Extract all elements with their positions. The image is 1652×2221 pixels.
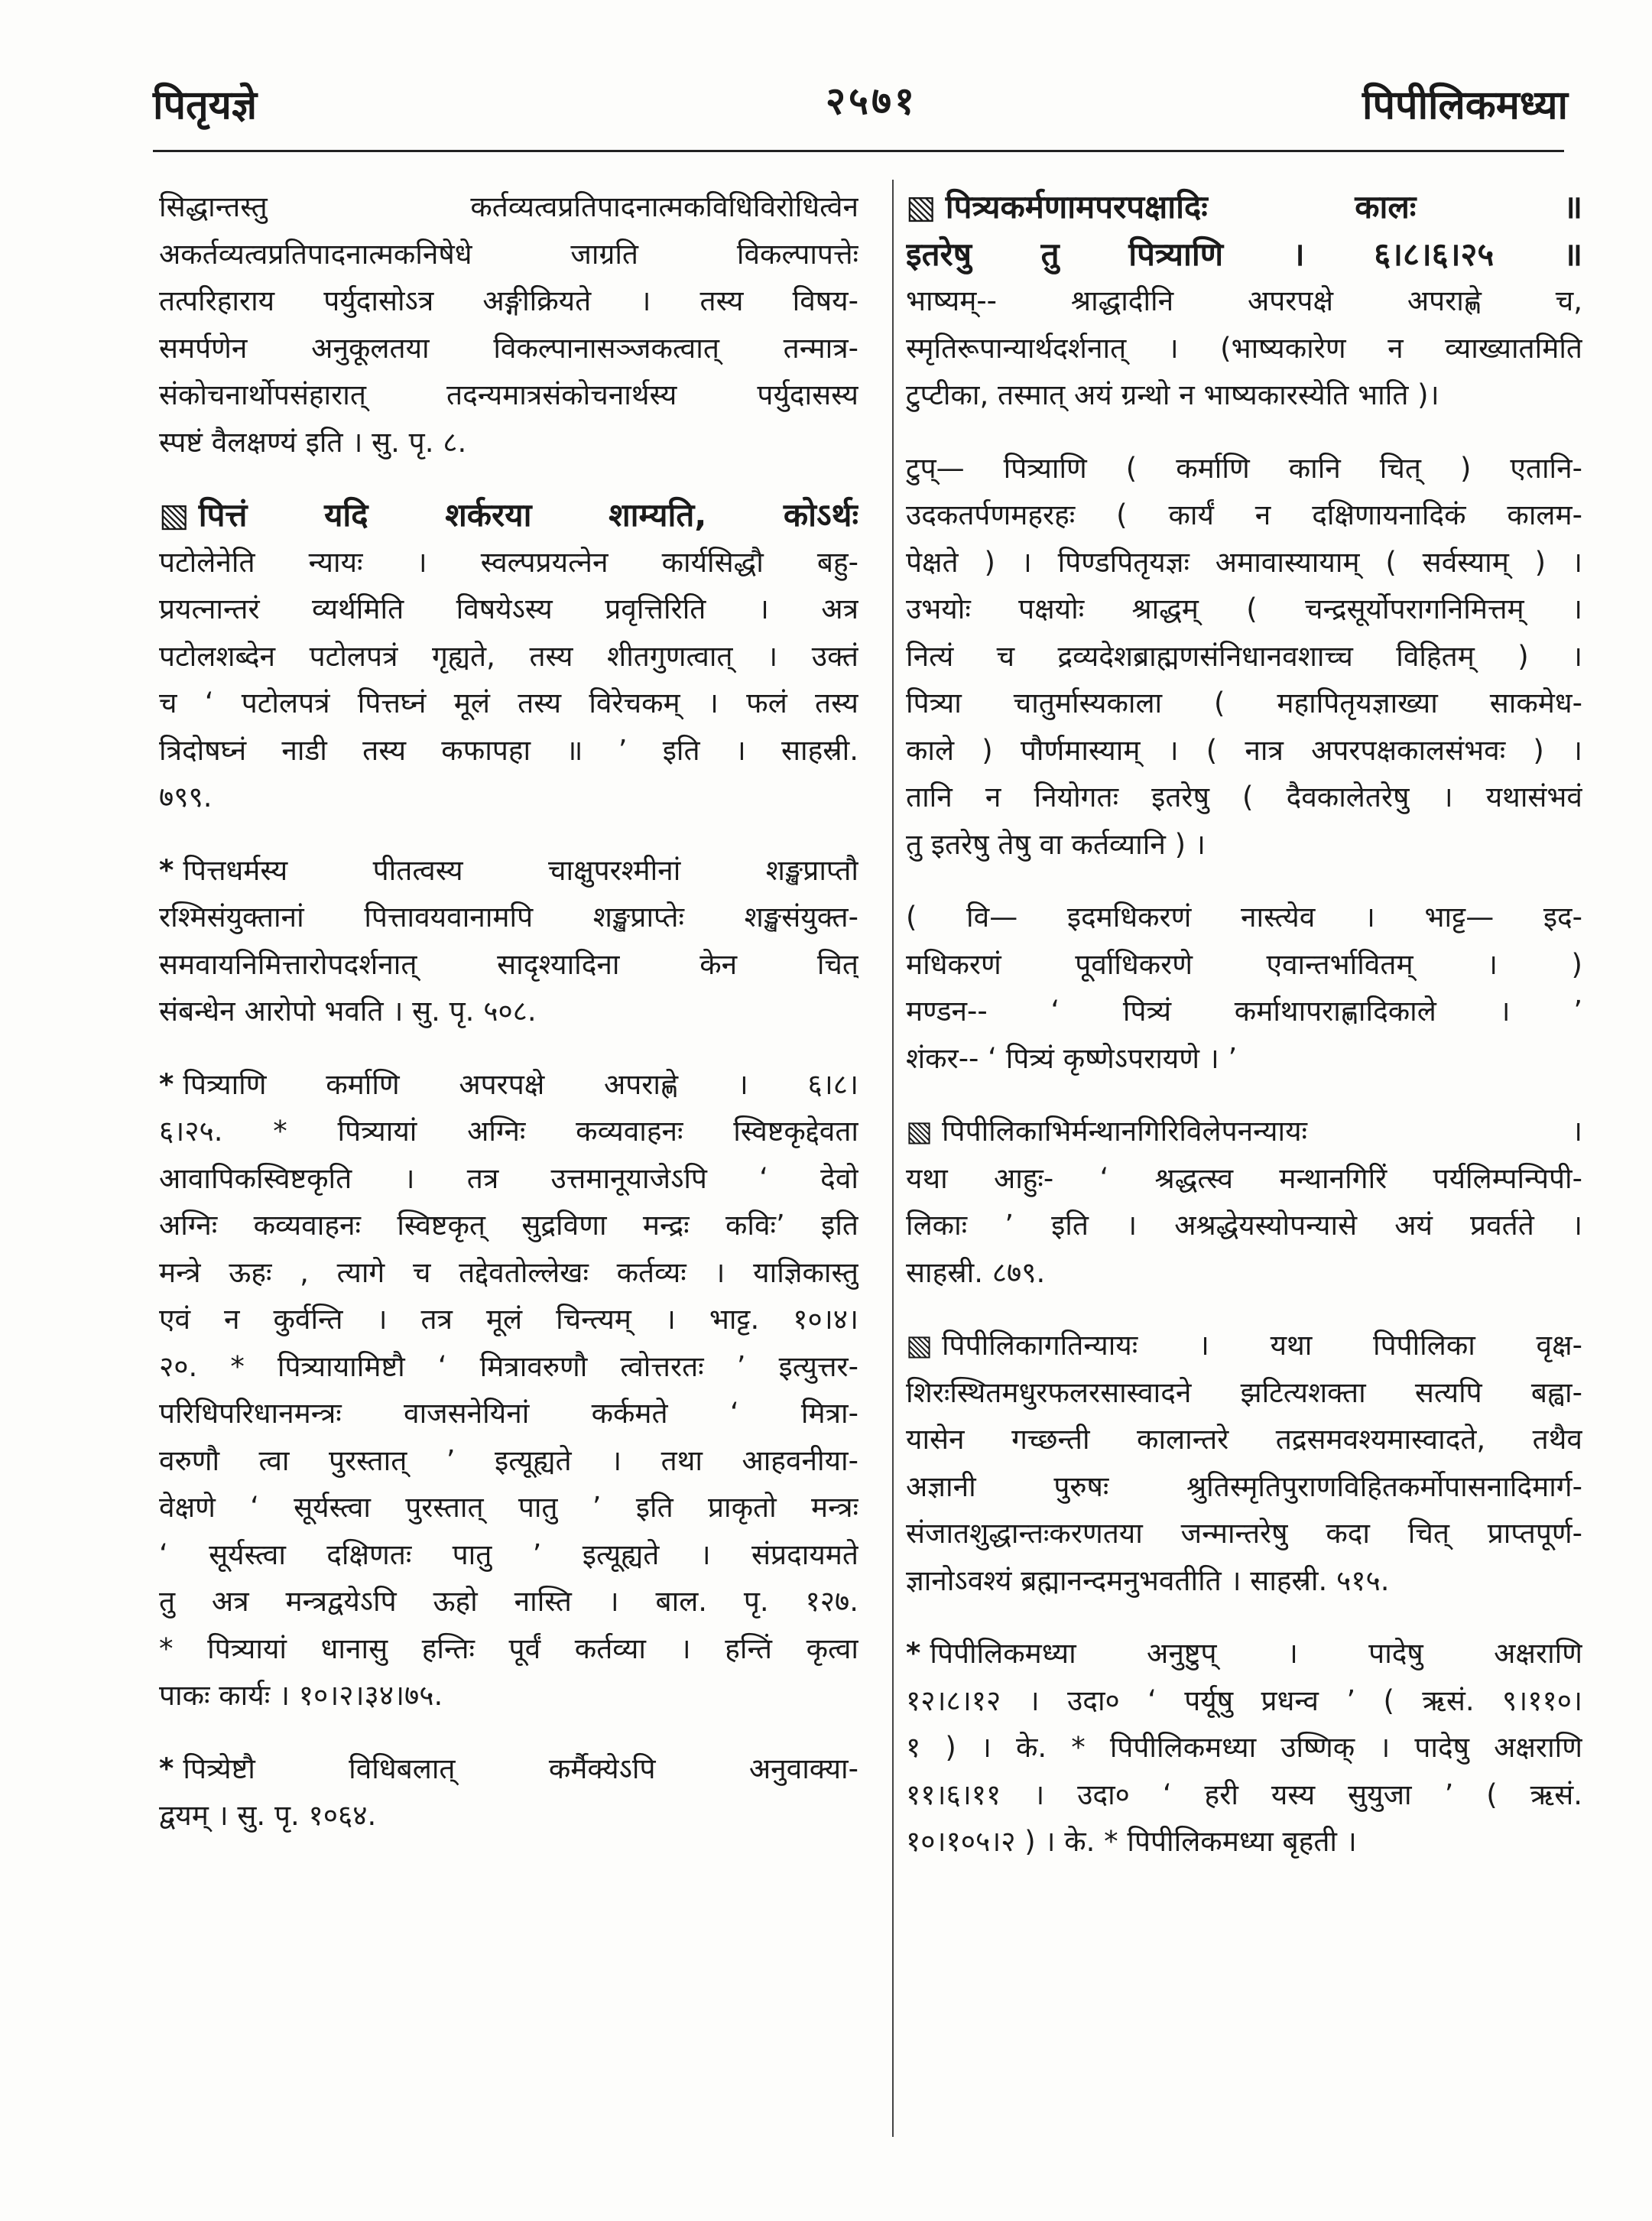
dictionary-entry — [906, 445, 1582, 869]
text-line — [159, 1578, 858, 1625]
text-line — [906, 1322, 1582, 1369]
line-text: मधिकरणं पूर्वाधिकरणे एवान्तर्भावितम् । ) — [906, 947, 1582, 981]
right-column — [906, 183, 1582, 1891]
text-line — [159, 1672, 858, 1719]
line-text: यथा आहुः- ‘ श्रद्धत्स्व मन्थानगिरिं पर्यलिम्पन्पिपी- — [906, 1161, 1582, 1195]
dictionary-entry — [159, 847, 858, 1035]
text-line — [159, 183, 858, 231]
line-text: लिकाः ’ इति । अश्रद्धेयस्योपन्यासे अयं प्रवर्तते । — [906, 1209, 1582, 1242]
dictionary-entry — [159, 183, 858, 466]
dictionary-entry — [906, 1108, 1582, 1296]
line-text: आवापिकस्विष्टकृति । तत्र उत्तमानूयाजेऽपि ‘ देवो — [159, 1161, 858, 1195]
text-line — [159, 894, 858, 941]
text-line — [159, 1531, 858, 1579]
text-line — [159, 1155, 858, 1203]
line-text: पिपीलिकागतिन्यायः । यथा पिपीलिका वृक्ष- — [941, 1329, 1582, 1362]
dictionary-entry — [906, 183, 1582, 419]
text-line — [159, 1625, 858, 1673]
line-text: मन्त्रे ऊहः , त्यागे च तद्देवतोल्लेखः कर्तव्यः । याज्ञिकास्तु — [159, 1255, 858, 1289]
line-text: पिपीलिकमध्या अनुष्टुप् । पादेषु अक्षराणि — [930, 1637, 1582, 1670]
line-text: स्पष्टं वैलक्षण्यं इति । सु. पृ. ८. — [159, 425, 467, 459]
line-text: अकर्तव्यत्वप्रतिपादनात्मकनिषेधे जाग्रति विकल्पापत्तेः — [159, 237, 858, 271]
line-text: संबन्धेन आरोपो भवति । सु. पृ. ५०८. — [159, 995, 537, 1028]
dictionary-entry — [159, 492, 858, 821]
text-line — [159, 941, 858, 989]
asterisk-icon: * — [906, 1637, 921, 1670]
line-text: त्रिदोषघ्नं नाडी तस्य कफापहा ॥ ’ इति । साहस्री. — [159, 733, 858, 767]
line-text: भाष्यम्-- श्राद्धादीनि अपरपक्षे अपराह्णे च, — [906, 284, 1582, 317]
dictionary-entry — [906, 1322, 1582, 1604]
text-line — [906, 183, 1582, 231]
dictionary-entry — [906, 1630, 1582, 1865]
line-text: साहस्री. ८७९. — [906, 1255, 1046, 1289]
text-line — [159, 539, 858, 586]
left-column — [159, 183, 858, 1865]
line-text: उभयोः पक्षयोः श्राद्धम् ( चन्द्रसूर्योपरागनिमित्तम् । — [906, 593, 1582, 625]
section-mark-icon: ▧ — [159, 496, 190, 534]
text-line — [906, 1818, 1582, 1865]
text-line — [906, 1463, 1582, 1511]
text-line — [906, 1724, 1582, 1771]
line-text: वेक्षणे ‘ सूर्यस्त्वा पुरस्तात् पातु ’ इति प्राकृतो मन्त्रः — [159, 1491, 858, 1524]
line-text: ज्ञानोऽवश्यं ब्रह्मानन्दमनुभवतीति । साहस्री. ५१५. — [906, 1563, 1390, 1597]
text-line — [159, 1249, 858, 1297]
line-text: अज्ञानी पुरुषः श्रुतिस्मृतिपुराणविहितकर्मोपासनादिमार्ग- — [906, 1469, 1582, 1503]
asterisk-icon: * — [159, 1067, 174, 1101]
line-text: तत्परिहाराय पर्युदासोऽत्र अङ्गीक्रियते । तस्य विषय- — [159, 284, 858, 317]
line-text: सिद्धान्तस्तु कर्तव्यत्वप्रतिपादनात्मकविधिविरोधित्वेन — [159, 190, 858, 223]
text-line — [906, 1249, 1582, 1297]
text-line — [906, 231, 1582, 278]
text-line — [159, 1745, 858, 1793]
page-header — [153, 69, 1568, 153]
section-mark-icon: ▧ — [906, 1115, 933, 1148]
page-number: २५७१ — [826, 79, 917, 123]
text-line — [906, 1677, 1582, 1725]
asterisk-icon: * — [159, 853, 174, 887]
dictionary-entry — [159, 1745, 858, 1839]
text-line — [906, 680, 1582, 727]
line-text: समर्पणेन अनुकूलतया विकल्पानासञ्जकत्वात् तन्मात्र- — [159, 331, 858, 365]
text-line — [159, 1296, 858, 1343]
line-text: रश्मिसंयुक्तानां पित्तावयवानामपि शङ्खप्राप्तेः शङ्खसंयुक्त- — [159, 901, 858, 934]
line-text: तानि न नियोगतः इतरेषु ( दैवकालेतरेषु । यथासंभवं — [906, 781, 1582, 813]
line-text: ११।६।११ । उदा० ‘ हरी यस्य सुयुजा ’ ( ऋसं. — [906, 1778, 1582, 1811]
line-text: इतरेषु तु पित्र्याणि । ६।८।६।२५ ॥ — [906, 235, 1582, 273]
line-text: पित्तं यदि शर्करया शाम्यति, कोऽर्थः — [198, 496, 858, 534]
dictionary-entry — [159, 1061, 858, 1719]
line-text: १ ) । के. * पिपीलिकमध्या उष्णिक् । पादेषु अक्षराणि — [906, 1731, 1582, 1764]
text-line — [159, 1390, 858, 1437]
line-text: तु अत्र मन्त्रद्वयेऽपि ऊहो नास्ति । बाल. पृ. १२७. — [159, 1585, 858, 1618]
column-divider — [892, 180, 894, 2137]
line-text: टुप्टीका, तस्मात् अयं ग्रन्थो न भाष्यकारस्येति भाति )। — [906, 378, 1439, 411]
text-line — [159, 492, 858, 539]
text-line — [906, 1510, 1582, 1557]
text-line — [159, 680, 858, 727]
line-text: २०. * पित्र्यायामिष्टौ ‘ मित्रावरुणौ त्वोत्तरतः ’ इत्युत्तर- — [159, 1349, 858, 1383]
line-text: पित्तधर्मस्य पीतत्वस्य चाक्षुपरश्मीनां शङ्खप्राप्तौ — [183, 853, 858, 887]
text-line — [159, 1061, 858, 1109]
text-line — [906, 372, 1582, 419]
line-text: १०।१०५।२ ) । के. * पिपीलिकमध्या बृहती । — [906, 1825, 1357, 1858]
line-text: * पित्र्यायां धानासु हन्तिः पूर्वं कर्तव्या । हन्तिं कृत्वा — [159, 1632, 858, 1665]
text-line — [906, 727, 1582, 774]
text-line — [906, 894, 1582, 941]
text-line — [906, 1630, 1582, 1677]
line-text: १२।८।१२ । उदा० ‘ पर्यूषु प्रधन्व ’ ( ऋसं. ९।११०। — [906, 1684, 1582, 1717]
text-line — [159, 633, 858, 680]
line-text: शिरःस्थितमधुरफलरसास्वादने झटित्यशक्ता सत्यपि बह्वा- — [906, 1375, 1582, 1409]
text-line — [906, 278, 1582, 325]
line-text: पटोलशब्देन पटोलपत्रं गृह्यते, तस्य शीतगुणत्वात् । उक्तं — [159, 639, 858, 673]
line-text: उदकतर्पणमहरहः ( कार्यं न दक्षिणायनादिकं कालम- — [906, 498, 1582, 531]
text-line — [906, 539, 1582, 586]
section-mark-icon: ▧ — [906, 188, 936, 226]
line-text: प्रयत्नान्तरं व्यर्थमिति विषयेऽस्य प्रवृत्तिरिति । अत्र — [159, 593, 858, 625]
line-text: शंकर-- ‘ पित्र्यं कृष्णेऽपरायणे । ’ — [906, 1041, 1238, 1075]
text-line — [906, 633, 1582, 680]
line-text: च ‘ पटोलपत्रं पित्तघ्नं मूलं तस्य विरेचकम् । फलं तस्य — [159, 687, 858, 719]
text-line — [159, 231, 858, 278]
line-text: संकोचनार्थोपसंहारात् तदन्यमात्रसंकोचनार्थस्य पर्युदासस्य — [159, 378, 858, 411]
line-text: परिधिपरिधानमन्त्रः वाजसनेयिनां कर्कमते ‘ मित्रा- — [159, 1397, 858, 1430]
line-text: पित्र्या चातुर्मास्यकाला ( महापितृयज्ञाख्या साकमेध- — [906, 687, 1582, 719]
text-line — [906, 1202, 1582, 1249]
text-line — [159, 325, 858, 372]
text-line — [906, 445, 1582, 492]
line-text: वरुणौ त्वा पुरस्तात् ’ इत्यूह्यते । तथा आहवनीया- — [159, 1443, 858, 1477]
text-line — [159, 278, 858, 325]
text-line — [906, 1416, 1582, 1463]
text-line — [906, 1155, 1582, 1203]
line-text: पेक्षते ) । पिण्डपितृयज्ञः अमावास्यायाम् ( सर्वस्याम् ) । — [906, 545, 1582, 579]
text-line — [906, 325, 1582, 372]
line-text: काले ) पौर्णमास्याम् । ( नात्र अपरपक्षकालसंभवः ) । — [906, 733, 1582, 767]
text-line — [159, 1202, 858, 1249]
text-line — [159, 774, 858, 821]
line-text: द्वयम् । सु. पृ. १०६४. — [159, 1799, 377, 1832]
line-text: पित्र्याणि कर्माणि अपरपक्षे अपराह्णे । ६।८। — [183, 1067, 858, 1101]
text-line — [159, 988, 858, 1035]
dictionary-entry — [906, 894, 1582, 1082]
section-mark-icon: ▧ — [906, 1329, 933, 1362]
line-text: अग्निः कव्यवाहनः स्विष्टकृत् सुद्रविणा मन्द्रः कविः’ इति — [159, 1209, 858, 1242]
text-line — [906, 1369, 1582, 1417]
text-line — [906, 492, 1582, 539]
line-text: ( वि— इदमधिकरणं नास्त्येव । भाट्ट— इद- — [906, 901, 1582, 934]
text-line — [906, 821, 1582, 869]
line-text: तु इतरेषु तेषु वा कर्तव्यानि ) । — [906, 827, 1206, 861]
line-text: ‘ सूर्यस्त्वा दक्षिणतः पातु ’ इत्यूह्यते । संप्रदायमते — [159, 1537, 858, 1571]
text-line — [159, 727, 858, 774]
header-rule — [153, 150, 1564, 152]
text-line — [159, 419, 858, 466]
text-line — [906, 988, 1582, 1035]
line-text: मण्डन-- ‘ पित्र्यं कर्माथापराह्णादिकाले । ’ — [906, 995, 1582, 1028]
text-line — [906, 774, 1582, 821]
text-line — [159, 1108, 858, 1155]
line-text: समवायनिमित्तारोपदर्शनात् सादृश्यादिना केन चित् — [159, 947, 858, 981]
line-text: ७९९. — [159, 781, 213, 813]
text-line — [159, 1437, 858, 1485]
asterisk-icon: * — [159, 1752, 174, 1785]
text-line — [906, 1557, 1582, 1605]
line-text: ६।२५. * पित्र्यायां अग्निः कव्यवाहनः स्विष्टकृद्देवता — [159, 1115, 858, 1148]
text-line — [159, 1343, 858, 1391]
line-text: स्मृतिरूपान्यार्थदर्शनात् । (भाष्यकारेण न व्याख्यातमिति — [906, 331, 1582, 365]
line-text: पित्र्यकर्मणामपरपक्षादिः कालः ॥ — [945, 188, 1582, 226]
text-line — [159, 1484, 858, 1531]
line-text: पित्र्येष्टौ विधिबलात् कर्मैक्येऽपि अनुवाक्या- — [183, 1752, 858, 1785]
line-text: संजातशुद्धान्तःकरणतया जन्मान्तरेषु कदा चित् प्राप्तपूर्ण- — [906, 1517, 1582, 1550]
text-line — [906, 941, 1582, 989]
text-line — [159, 586, 858, 633]
text-line — [159, 372, 858, 419]
text-line — [906, 1108, 1582, 1155]
running-head-right: पिपीलिकमध्या — [1362, 83, 1568, 128]
text-line — [159, 847, 858, 895]
line-text: पाकः कार्यः । १०।२।३४।७५. — [159, 1679, 443, 1712]
text-line — [159, 1792, 858, 1839]
line-text: पिपीलिकाभिर्मन्थानगिरिविलेपनन्यायः । — [941, 1115, 1582, 1148]
line-text: नित्यं च द्रव्यदेशब्राह्मणसंनिधानवशाच्च विहितम् ) । — [906, 639, 1582, 673]
text-line — [906, 1771, 1582, 1819]
line-text: एवं न कुर्वन्ति । तत्र मूलं चिन्त्यम् । भाट्ट. १०।४। — [159, 1303, 858, 1336]
text-line — [906, 586, 1582, 633]
running-head-left: पितृयज्ञे — [153, 83, 258, 128]
text-line — [906, 1035, 1582, 1083]
line-text: यासेन गच्छन्ती कालान्तरे तद्रसमवश्यमास्वादते, तथैव — [906, 1423, 1582, 1456]
line-text: पटोलेनेति न्यायः । स्वल्पप्रयत्नेन कार्यसिद्धौ बहु- — [159, 545, 858, 579]
line-text: टुप्— पित्र्याणि ( कर्माणि कानि चित् ) एतानि- — [906, 451, 1582, 485]
